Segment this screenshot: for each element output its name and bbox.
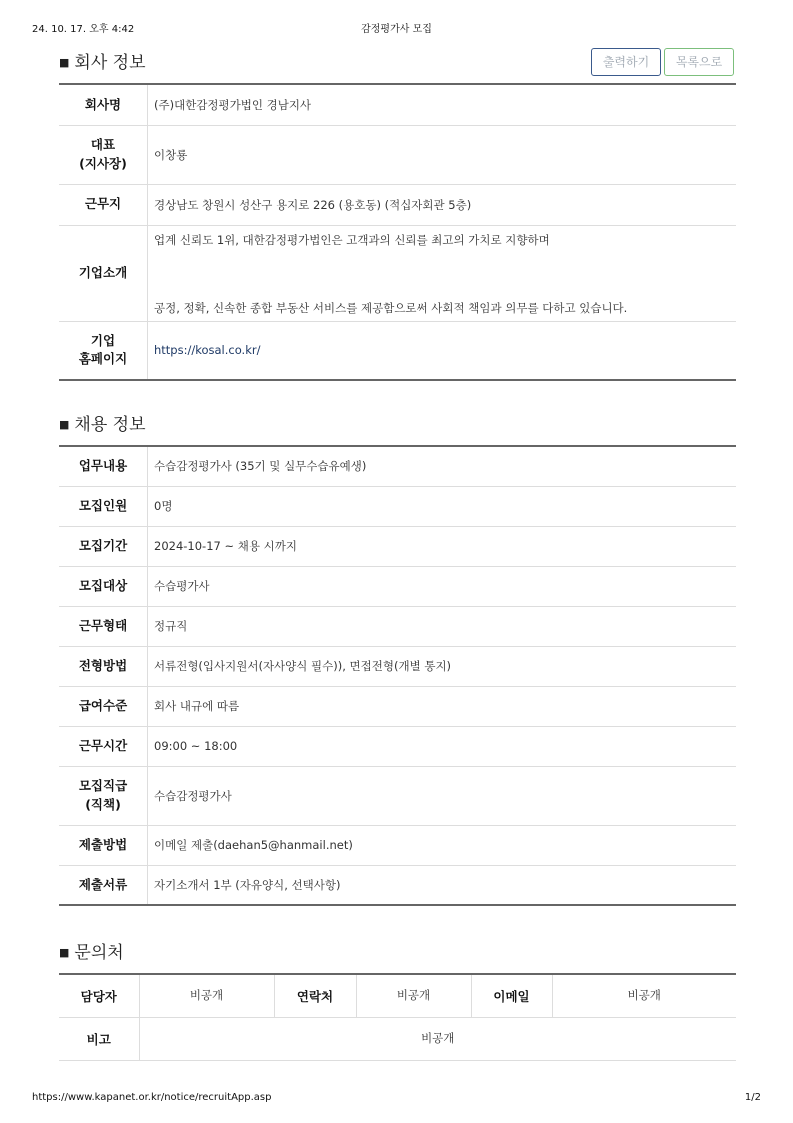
company-name-value: (주)대한감정평가법인 경남지사	[148, 84, 737, 125]
table-row	[59, 1018, 736, 1061]
contact-table	[59, 973, 736, 1061]
square-bullet-icon: ■	[59, 418, 70, 431]
employment-type-label: 근무형태	[59, 606, 148, 646]
selection-method-label: 전형방법	[59, 646, 148, 686]
page-number: 1/2	[744, 1092, 761, 1103]
table-row	[59, 184, 736, 225]
table-row	[59, 225, 736, 321]
table-row	[59, 865, 736, 905]
target-label: 모집대상	[59, 566, 148, 606]
table-row	[59, 84, 736, 125]
phone-value: 비공개	[356, 974, 471, 1018]
print-url: https://www.kapanet.or.kr/notice/recruitApp.asp	[32, 1092, 272, 1103]
table-row	[59, 446, 736, 486]
print-title: 감정평가사 모집	[361, 24, 432, 35]
square-bullet-icon: ■	[59, 946, 70, 959]
phone-label: 연락처	[274, 974, 356, 1018]
headcount-value: 0명	[148, 486, 737, 526]
table-row	[59, 566, 736, 606]
workplace-value: 경상남도 창원시 성산구 용지로 226 (용호동) (적십자회관 5층)	[148, 184, 737, 225]
table-row	[59, 646, 736, 686]
table-row	[59, 726, 736, 766]
homepage-cell	[148, 321, 737, 380]
table-row	[59, 686, 736, 726]
table-row	[59, 766, 736, 825]
contact-section-title: ■ 문의처	[59, 943, 124, 963]
table-row	[59, 974, 736, 1018]
headcount-label: 모집인원	[59, 486, 148, 526]
table-row	[59, 125, 736, 184]
period-value: 2024-10-17 ~ 채용 시까지	[148, 526, 737, 566]
submission-method-value: 이메일 제출(daehan5@hanmail.net)	[148, 825, 737, 865]
square-bullet-icon: ■	[59, 56, 70, 69]
manager-value: 비공개	[139, 974, 274, 1018]
table-row	[59, 825, 736, 865]
submission-method-label: 제출방법	[59, 825, 148, 865]
recruit-section-title: ■ 채용 정보	[59, 415, 146, 435]
period-label: 모집기간	[59, 526, 148, 566]
company-section-title: ■ 회사 정보	[59, 53, 146, 73]
table-row	[59, 486, 736, 526]
job-description-label: 업무내용	[59, 446, 148, 486]
note-value: 비공개	[421, 1031, 455, 1045]
company-intro-label: 기업소개	[59, 225, 148, 321]
list-button[interactable]: 목록으로	[664, 48, 734, 76]
selection-method-value: 서류전형(입사지원서(자사양식 필수)), 면접전형(개별 통지)	[148, 646, 737, 686]
documents-label: 제출서류	[59, 865, 148, 905]
print-button[interactable]: 출력하기	[591, 48, 661, 76]
workplace-label: 근무지	[59, 184, 148, 225]
target-value: 수습평가사	[148, 566, 737, 606]
position-label: 모집직급 (직책)	[59, 766, 148, 825]
work-hours-value: 09:00 ~ 18:00	[148, 726, 737, 766]
homepage-label: 기업 홈페이지	[59, 321, 148, 380]
email-label: 이메일	[471, 974, 552, 1018]
representative-value: 이창룡	[148, 125, 737, 184]
recruit-info-table	[59, 445, 736, 906]
email-value: 비공개	[552, 974, 736, 1018]
note-label: 비고	[59, 1018, 139, 1061]
table-row	[59, 526, 736, 566]
manager-label: 담당자	[59, 974, 139, 1018]
documents-value: 자기소개서 1부 (자유양식, 선택사항)	[154, 877, 341, 892]
company-name-label: 회사명	[59, 84, 148, 125]
salary-value: 회사 내규에 따름	[148, 686, 737, 726]
employment-type-value: 정규직	[148, 606, 737, 646]
work-hours-label: 근무시간	[59, 726, 148, 766]
print-header	[0, 20, 793, 36]
homepage-link[interactable]: https://kosal.co.kr/	[154, 343, 261, 358]
salary-label: 급여수준	[59, 686, 148, 726]
table-row	[59, 606, 736, 646]
company-intro-value: 업계 신뢰도 1위, 대한감정평가법인은 고객과의 신뢰를 최고의 가치로 지향하며 공정, 정확, 신속한 종합 부동산 서비스를 제공함으로써 사회적 책임과 의무를 다하고 있습니다.	[148, 225, 737, 321]
company-info-table	[59, 83, 736, 381]
position-value: 수습감정평가사	[148, 766, 737, 825]
job-description-value: 수습감정평가사 (35기 및 실무수습유예생)	[148, 446, 737, 486]
representative-label: 대표 (지사장)	[59, 125, 148, 184]
table-row	[59, 321, 736, 380]
print-date: 24. 10. 17. 오후 4:42	[32, 24, 135, 35]
